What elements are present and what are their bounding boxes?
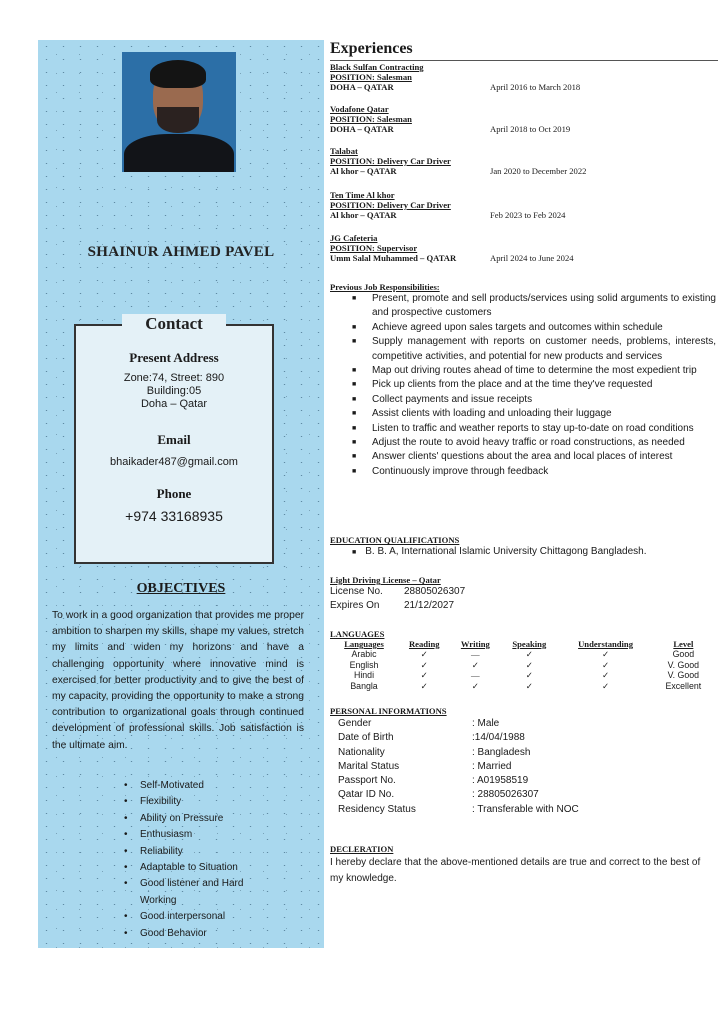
license-number-label: License No.	[330, 586, 383, 597]
language-writing: —	[471, 649, 480, 659]
personal-label: Passport No.	[338, 775, 396, 786]
address-line: Zone:74, Street: 890	[123, 372, 225, 384]
language-name: Arabic	[351, 649, 377, 659]
address-line: Building:05	[146, 385, 202, 397]
languages-table	[330, 639, 714, 691]
personal-label: Gender	[338, 718, 372, 729]
skill-item: • Good Behavior	[124, 926, 258, 942]
experience-company: Vodafone Qatar	[330, 104, 389, 114]
personal-label: Qatar ID No.	[338, 789, 395, 800]
responsibility-item: ■ Map out driving routes ahead of time to determine the most expedient trip	[330, 364, 716, 378]
language-name: English	[349, 659, 379, 670]
experience-entry	[330, 190, 718, 220]
education-title: EDUCATION QUALIFICATIONS	[330, 535, 460, 545]
experience-dates: April 2016 to March 2018	[490, 82, 581, 92]
experience-location: Al khor – QATAR	[330, 210, 397, 220]
experience-company: Talabat	[330, 146, 358, 156]
responsibility-item: ■ Present, promote and sell products/services using solid arguments to existing and prospective customers	[330, 292, 716, 321]
personal-row	[338, 788, 539, 802]
skill-item: • Self-Motivated	[124, 778, 258, 794]
personal-label: Date of Birth	[338, 732, 394, 743]
language-name: Hindi	[353, 670, 375, 680]
languages-header: Reading	[408, 639, 440, 649]
personal-row	[338, 746, 531, 760]
personal-value: : Bangladesh	[472, 747, 531, 758]
address-line: Doha – Qatar	[140, 398, 208, 410]
personal-value: : 28805026307	[472, 789, 539, 800]
experience-entry	[330, 62, 718, 92]
experience-entry	[330, 146, 718, 176]
address-heading: Present Address	[129, 350, 219, 365]
language-understanding: ✓	[601, 670, 610, 680]
experiences-title: Experiences	[330, 40, 413, 57]
languages-title: LANGUAGES	[330, 629, 385, 639]
languages-header: Understanding	[578, 639, 634, 649]
personal-label: Residency Status	[338, 804, 416, 815]
responsibility-item: ■ Assist clients with loading and unloading their luggage	[330, 407, 716, 421]
personal-value: : Married	[472, 761, 512, 772]
language-level: Good	[672, 649, 695, 659]
phone-heading: Phone	[156, 486, 192, 501]
experience-position: POSITION: Delivery Car Driver	[330, 200, 451, 210]
experience-location: DOHA – QATAR	[330, 124, 394, 134]
skill-item: • Adaptable to Situation	[124, 860, 258, 876]
experience-position: POSITION: Salesman	[330, 114, 412, 124]
language-level: V. Good	[667, 659, 700, 670]
languages-header: Languages	[344, 639, 384, 649]
personal-value: : Male	[472, 718, 500, 729]
experience-dates: Jan 2020 to December 2022	[490, 166, 587, 176]
personal-value: : A01958519	[472, 775, 529, 786]
responsibility-item: ■ Achieve agreed upon sales targets and outcomes within schedule	[330, 321, 716, 335]
experience-company: Ten Time Al khor	[330, 190, 395, 200]
personal-row	[338, 731, 525, 745]
language-name: Bangla	[350, 680, 378, 691]
language-speaking: ✓	[525, 649, 533, 659]
language-understanding: ✓	[601, 680, 610, 691]
experience-entry	[330, 233, 718, 263]
experience-entry	[330, 104, 718, 134]
profile-photo	[122, 52, 236, 172]
language-level: Excellent	[665, 680, 702, 691]
language-understanding: ✓	[601, 659, 610, 670]
declaration-title: DECLERATION	[330, 844, 394, 854]
experience-position: POSITION: Salesman	[330, 72, 412, 82]
experience-dates: Feb 2023 to Feb 2024	[490, 210, 566, 220]
language-writing: ✓	[471, 659, 479, 670]
section-divider	[330, 60, 718, 61]
skill-item: • Reliability	[124, 844, 258, 860]
language-understanding: ✓	[601, 649, 610, 659]
language-reading: ✓	[420, 649, 428, 659]
responsibilities-list	[330, 292, 716, 479]
skill-item: • Enthusiasm	[124, 827, 258, 843]
personal-label: Marital Status	[338, 761, 400, 772]
email-address[interactable]: bhaikader487@gmail.com	[110, 456, 238, 468]
skill-item: • Flexibility	[124, 794, 258, 810]
language-row	[330, 670, 714, 681]
license-title: Light Driving License – Qatar	[330, 575, 441, 585]
responsibility-item: ■ Listen to traffic and weather reports to stay up-to-date on road conditions	[330, 422, 716, 436]
skill-item: • Ability on Pressure	[124, 811, 258, 827]
license-number: 28805026307	[404, 586, 466, 597]
experience-company: Black Sulfan Contracting	[330, 62, 424, 72]
objectives-title: OBJECTIVES	[136, 581, 226, 596]
language-writing: —	[471, 670, 480, 680]
license-expiry: 21/12/2027	[404, 600, 455, 611]
experience-location: Al khor – QATAR	[330, 166, 397, 176]
personal-row	[338, 717, 500, 731]
language-reading: ✓	[420, 659, 428, 670]
language-speaking: ✓	[525, 680, 533, 691]
license-expiry-row	[330, 600, 455, 611]
contact-title: Contact	[122, 314, 226, 334]
language-level: V. Good	[667, 670, 700, 680]
experience-dates: April 2024 to June 2024	[490, 253, 574, 263]
experience-position: POSITION: Supervisor	[330, 243, 418, 253]
email-heading: Email	[157, 432, 191, 447]
personal-label: Nationality	[338, 747, 385, 758]
experience-position: POSITION: Delivery Car Driver	[330, 156, 451, 166]
personal-row	[338, 803, 579, 817]
personal-row	[338, 760, 512, 774]
language-speaking: ✓	[525, 659, 533, 670]
phone-number[interactable]: +974 33168935	[125, 508, 223, 524]
license-expiry-label: Expires On	[330, 600, 380, 611]
skill-item: • Good listener and Hard Working	[124, 876, 258, 909]
languages-header-row	[330, 639, 714, 649]
responsibility-item: ■ Answer clients' questions about the area and local places of interest	[330, 450, 716, 464]
person-name: SHAINUR AHMED PAVEL	[87, 244, 275, 260]
languages-header: Speaking	[512, 639, 547, 649]
license-number-row	[330, 586, 466, 597]
objectives-text: To work in a good organization that provides me proper ambition to sharpen my skills, shape my values, stretch my limits and widen my horizons and have a challenging opportunity where innovative mind is exercised for better productivity and to give the best of my capacity, providing the opportunity to make a strong contribution to organizational goals through continued development of professional skills. Job satisfaction is the ultimate aim.	[52, 610, 304, 751]
skill-item: • Good interpersonal	[124, 909, 258, 925]
personal-row	[338, 774, 529, 788]
responsibility-item: ■ Collect payments and issue receipts	[330, 393, 716, 407]
experience-company: JG Cafeteria	[330, 233, 378, 243]
responsibilities-title: Previous Job Responsibilities:	[330, 282, 440, 292]
languages-header: Writing	[460, 639, 490, 649]
responsibility-item: ■ Continuously improve through feedback	[330, 465, 716, 479]
skills-list	[124, 778, 258, 942]
sidebar	[38, 40, 324, 948]
personal-value: :14/04/1988	[472, 732, 525, 743]
language-row	[330, 660, 714, 671]
languages-header: Level	[673, 639, 694, 649]
experience-dates: April 2018 to Oct 2019	[490, 124, 571, 134]
language-speaking: ✓	[525, 670, 533, 680]
personal-value: : Transferable with NOC	[472, 804, 579, 815]
language-writing: ✓	[471, 680, 479, 691]
experience-location: DOHA – QATAR	[330, 82, 394, 92]
contact-box	[74, 314, 274, 564]
personal-title: PERSONAL INFORMATIONS	[330, 706, 447, 716]
responsibility-item: ■ Supply management with reports on customer needs, problems, interests, competitive activities, and potential for new products and services	[330, 335, 716, 364]
responsibility-item: ■ Pick up clients from the place and at the time they've requested	[330, 378, 716, 392]
language-reading: ✓	[420, 670, 428, 680]
experience-location: Umm Salal Muhammed – QATAR	[330, 253, 457, 263]
language-row	[330, 681, 714, 692]
language-reading: ✓	[420, 680, 428, 691]
education-item: ■ B. B. A, International Islamic University Chittagong Bangladesh.	[352, 546, 647, 557]
declaration-text: I hereby declare that the above-mentioned details are true and correct to the best of my knowledge.	[330, 857, 701, 884]
responsibility-item: ■ Adjust the route to avoid heavy traffic or road constructions, as needed	[330, 436, 716, 450]
language-row	[330, 649, 714, 660]
